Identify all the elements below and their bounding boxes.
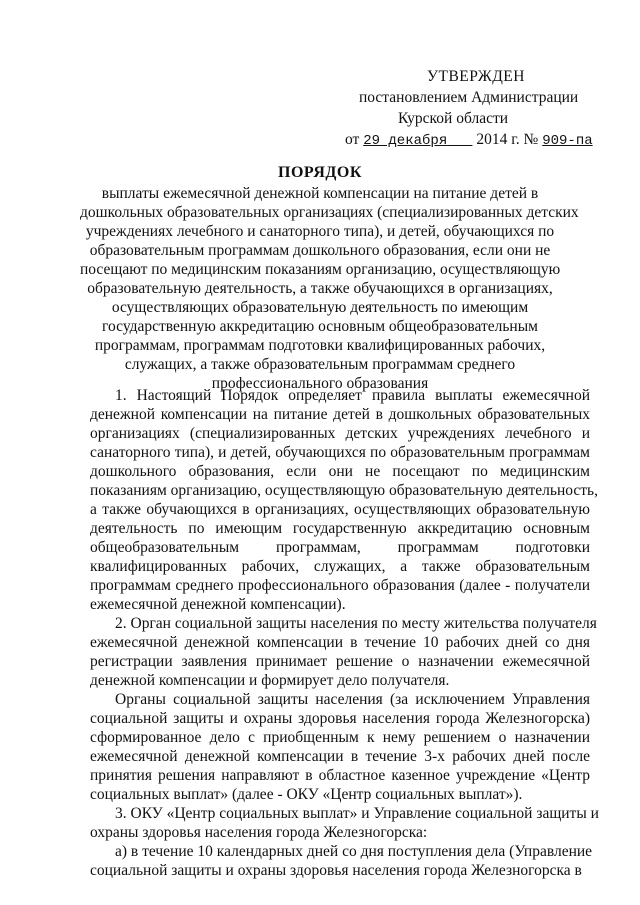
paragraph-line: социальной защиты и охраны здоровья населения города Железногорска в (90, 862, 582, 879)
approval-date: 29 декабря (363, 133, 448, 149)
subtitle-line: профессионального образования (211, 375, 429, 392)
subtitle-line: образовательным программам дошкольного образования, если они не (89, 242, 551, 259)
approval-resolution: постановлением Администрации (359, 89, 579, 106)
paragraph-line: социальной защиты и охраны здоровья населения города Железногорска) (90, 710, 590, 727)
paragraph-line: 1. Настоящий Порядок определяет правила выплаты ежемесячной (115, 387, 590, 404)
paragraph-line: а также обучающихся в организациях, осуществляющих образовательную (90, 501, 590, 518)
paragraph-line: регистрации заявления принимает решение о назначении ежемесячной (90, 653, 590, 670)
paragraph-line: квалифицированных рабочих, служащих, а также образовательным (90, 558, 590, 575)
paragraph (90, 386, 598, 614)
paragraph-line: 2. Орган социальной защиты населения по месту жительства получателя (115, 615, 597, 632)
document-body (90, 386, 599, 880)
paragraph-line: охраны здоровья населения города Железногорска: (90, 824, 428, 841)
subtitle-line: государственную аккредитацию основным общеобразовательным (102, 318, 538, 335)
paragraph-line: денежной компенсации на питание детей в дошкольных образовательных (90, 406, 590, 423)
approval-year: 2014 г. № (476, 131, 539, 148)
subtitle-line: посещают по медицинским показаниям организацию, осуществляющую (80, 261, 561, 278)
approval-region: Курской области (398, 110, 509, 127)
subtitle-line: образовательную деятельность, а также обучающихся в организациях, (87, 280, 553, 297)
approval-date-prefix: от (345, 131, 360, 148)
subtitle-line: осуществляющих образовательную деятельность по имеющим (111, 299, 529, 316)
approval-stamp (345, 66, 595, 152)
paragraph-line: сформированное дело с приобщенным к нему решением о назначении (90, 729, 590, 746)
paragraph-line: дошкольного образования, если они не посещают по медицинским (90, 463, 590, 480)
paragraph-line: санаторного типа), и детей, обучающихся по образовательным программам (90, 444, 590, 461)
paragraph (90, 842, 593, 880)
paragraph-line: деятельность по имеющим государственную аккредитацию основным (90, 520, 590, 537)
approval-title: УТВЕРЖДЕН (427, 68, 525, 85)
subtitle-line: дошкольных образовательных организациях (специализированных детских (80, 204, 579, 221)
paragraph (90, 614, 597, 690)
paragraph-line: организациях (специализированных детских учреждениях лечебного и (90, 425, 590, 442)
paragraph-line: показаниям организацию, осуществляющую образовательную деятельность, (90, 482, 598, 499)
paragraph-line: программам среднего профессионального образования (далее - получатели (90, 577, 590, 594)
approval-number: 909-па (542, 133, 593, 149)
subtitle-line: служащих, а также образовательным программам среднего (124, 356, 516, 373)
paragraph-line: ежемесячной денежной компенсации в течение 3-х рабочих дней после (90, 748, 590, 765)
paragraph (90, 804, 599, 842)
paragraph-line: 3. ОКУ «Центр социальных выплат» и Управление социальной защиты и (115, 805, 599, 822)
subtitle-line: выплаты ежемесячной денежной компенсации на питание детей в (101, 185, 539, 202)
paragraph-line: а) в течение 10 календарных дней со дня поступления дела (Управление (115, 843, 593, 860)
paragraph (90, 690, 590, 804)
paragraph-line: денежной компенсации и формирует дело получателя. (90, 672, 450, 689)
paragraph-line: социальных выплат» (далее - ОКУ «Центр социальных выплат»). (90, 786, 523, 803)
subtitle-line: программам, программам подготовки квалифицированных рабочих, (94, 337, 546, 354)
document-subtitle (80, 184, 579, 393)
paragraph-line: принятия решения направляют в областное казенное учреждение «Центр (90, 767, 590, 784)
subtitle-line: учреждениях лечебного и санаторного типа), и детей, обучающихся по (85, 223, 555, 240)
document-title: ПОРЯДОК (278, 164, 362, 181)
paragraph-line: общеобразовательным программам, программам подготовки (90, 539, 590, 556)
approval-date-line (345, 129, 595, 152)
paragraph-line: ежемесячной денежной компенсации). (90, 596, 346, 613)
paragraph-line: ежемесячной денежной компенсации в течение 10 рабочих дней со дня (90, 634, 590, 651)
paragraph-line: Органы социальной защиты населения (за исключением Управления (115, 691, 590, 708)
